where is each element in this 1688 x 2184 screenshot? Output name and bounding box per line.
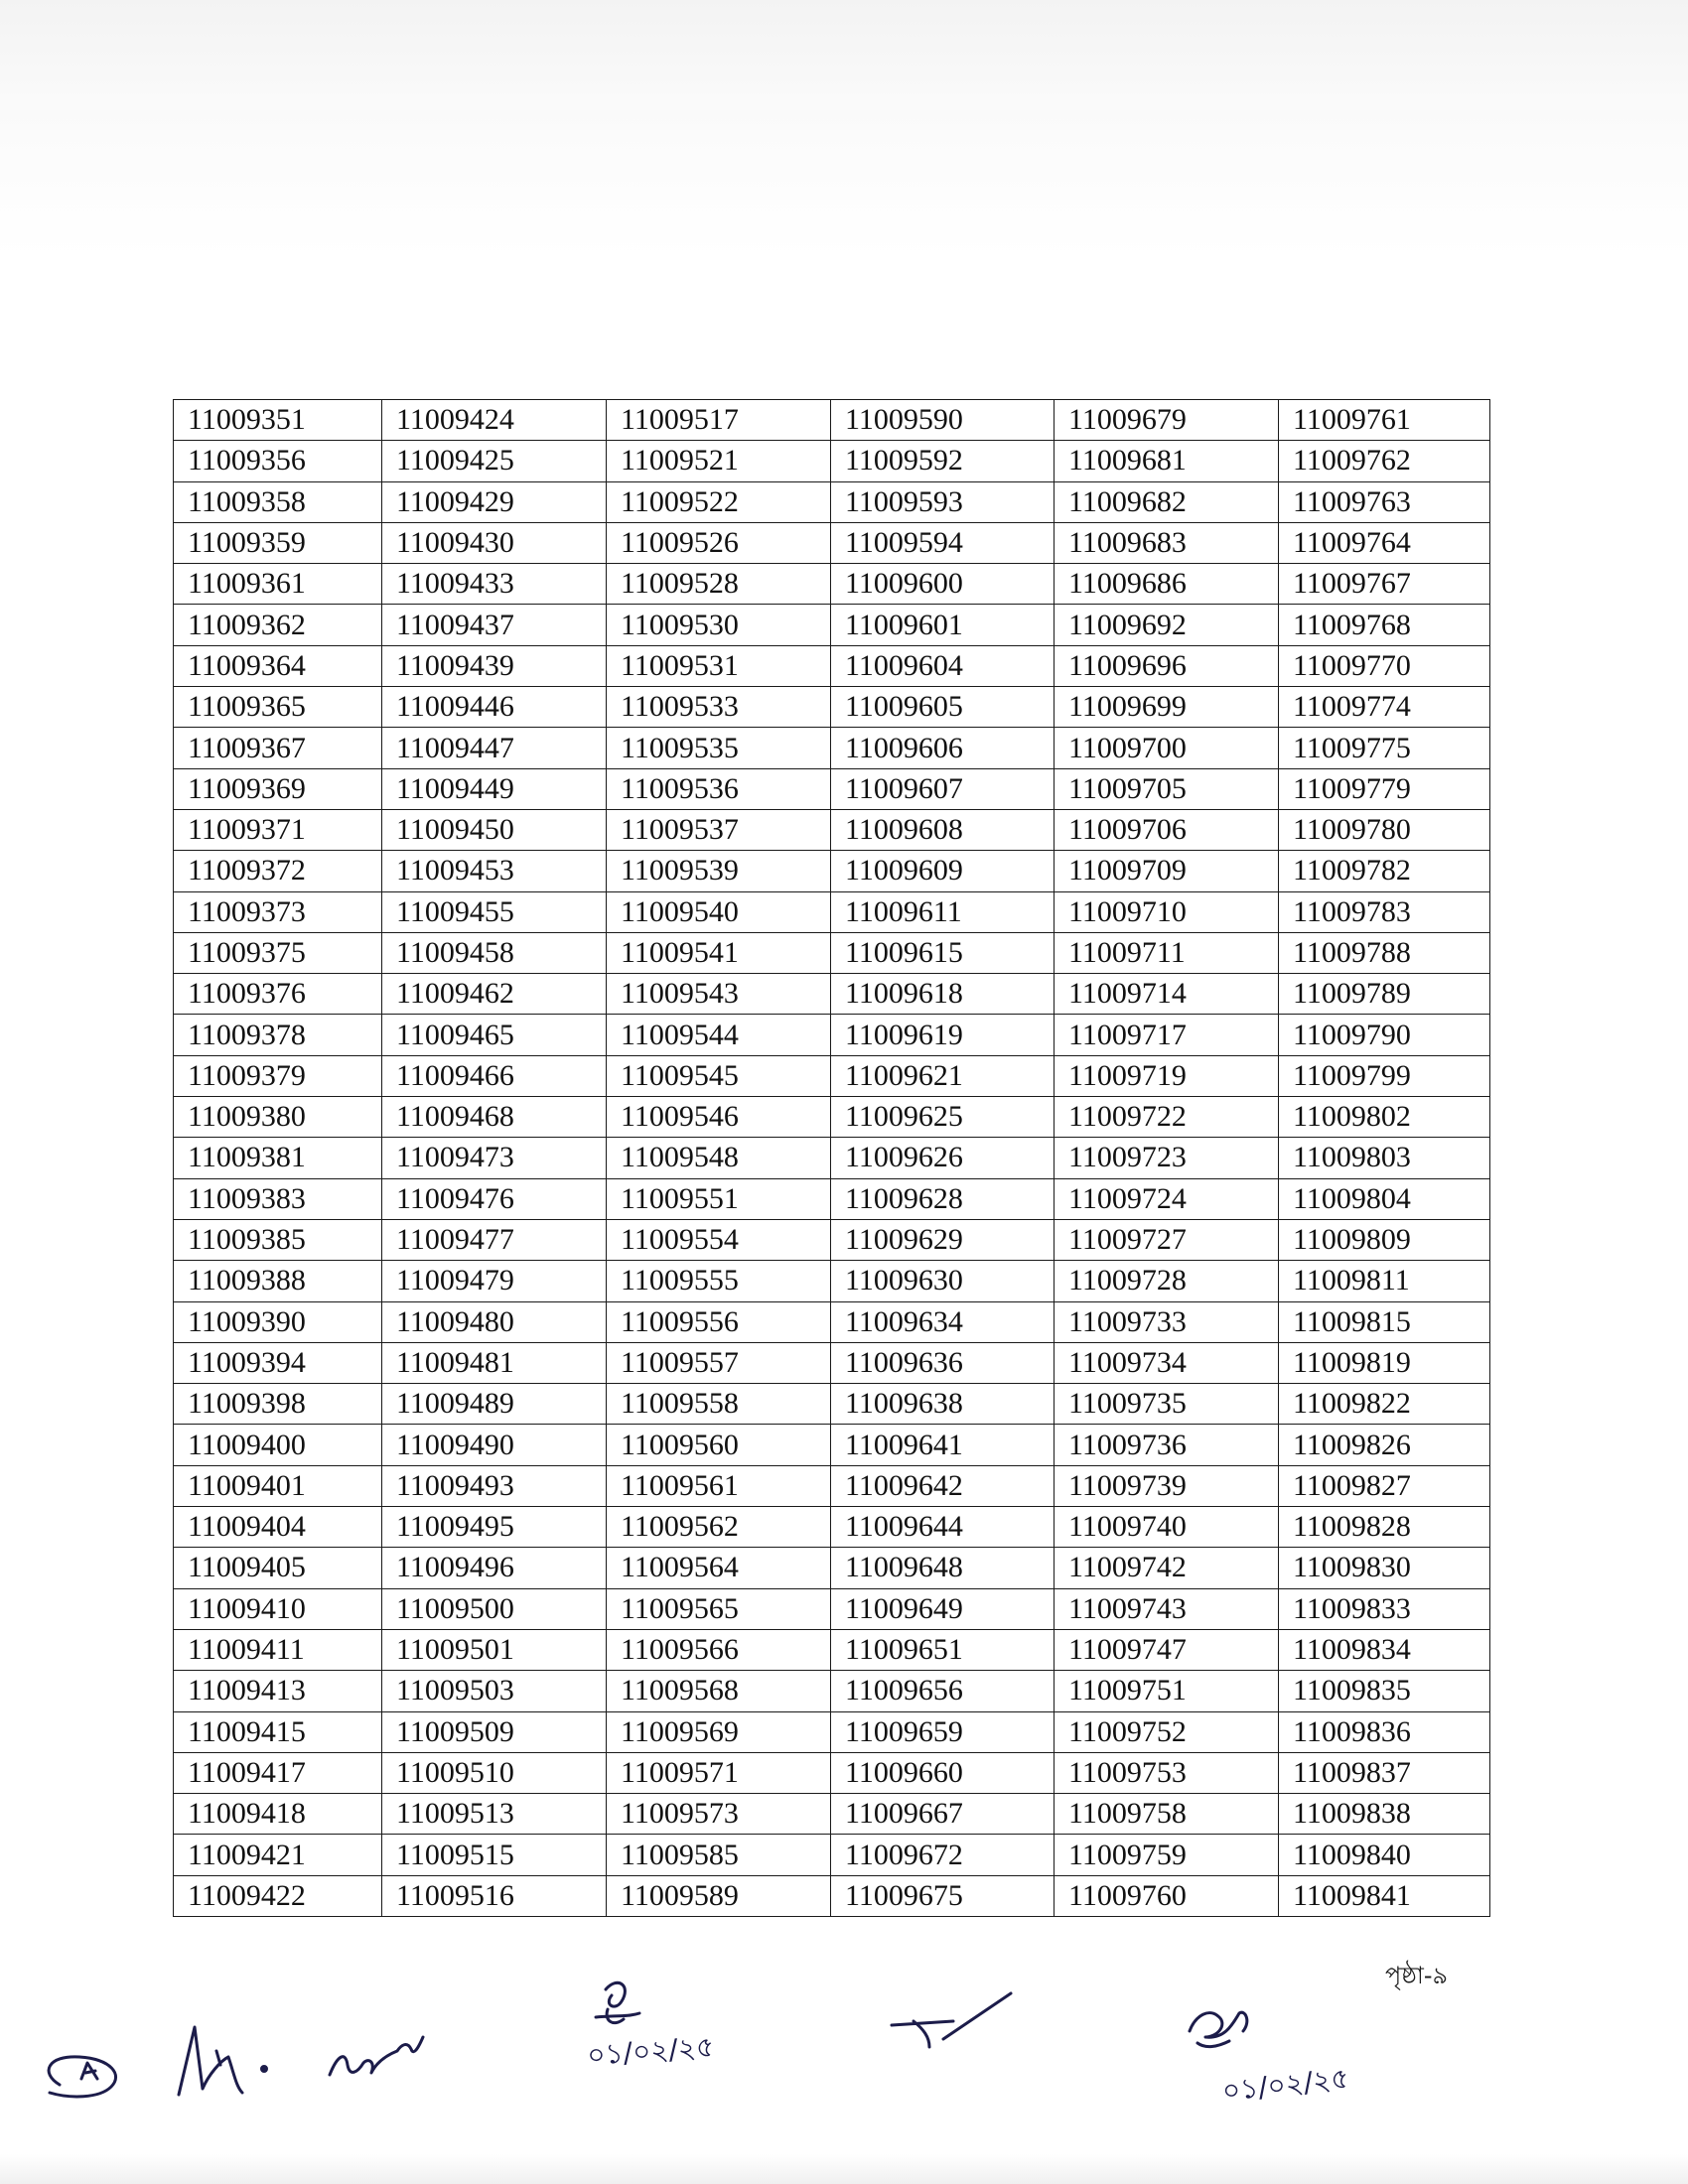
- roll-number-cell: 11009558: [607, 1384, 831, 1425]
- roll-number-cell: 11009644: [831, 1507, 1055, 1548]
- roll-number-cell: 11009779: [1279, 768, 1490, 809]
- roll-number-cell: 11009679: [1055, 400, 1279, 441]
- roll-number-cell: 11009742: [1055, 1548, 1279, 1588]
- roll-number-cell: 11009415: [174, 1711, 382, 1752]
- roll-number-cell: 11009835: [1279, 1671, 1490, 1711]
- roll-number-cell: 11009413: [174, 1671, 382, 1711]
- roll-number-cell: 11009571: [607, 1752, 831, 1793]
- roll-number-cell: 11009537: [607, 809, 831, 850]
- roll-number-cell: 11009358: [174, 481, 382, 522]
- roll-number-cell: 11009371: [174, 809, 382, 850]
- roll-number-cell: 11009561: [607, 1465, 831, 1506]
- roll-number-cell: 11009600: [831, 564, 1055, 605]
- roll-number-cell: 11009462: [382, 974, 607, 1015]
- roll-number-cell: 11009636: [831, 1342, 1055, 1383]
- signature-date-2: ০১/০২/২৫: [1220, 2061, 1351, 2108]
- roll-number-cell: 11009351: [174, 400, 382, 441]
- roll-number-cell: 11009836: [1279, 1711, 1490, 1752]
- roll-number-cell: 11009739: [1055, 1465, 1279, 1506]
- roll-number-cell: 11009544: [607, 1015, 831, 1055]
- roll-number-cell: 11009605: [831, 687, 1055, 728]
- roll-number-cell: 11009626: [831, 1138, 1055, 1178]
- roll-number-cell: 11009594: [831, 522, 1055, 563]
- roll-number-cell: 11009517: [607, 400, 831, 441]
- roll-number-cell: 11009764: [1279, 522, 1490, 563]
- table-row: [174, 687, 1490, 728]
- roll-number-cell: 11009809: [1279, 1219, 1490, 1260]
- table-row: [174, 1261, 1490, 1301]
- table-row: [174, 1055, 1490, 1096]
- roll-number-cell: 11009592: [831, 441, 1055, 481]
- table-row: [174, 1507, 1490, 1548]
- roll-number-cell: 11009521: [607, 441, 831, 481]
- roll-number-cell: 11009651: [831, 1629, 1055, 1670]
- table-row: [174, 1875, 1490, 1916]
- roll-number-cell: 11009422: [174, 1875, 382, 1916]
- roll-number-cell: 11009540: [607, 891, 831, 932]
- roll-number-cell: 11009682: [1055, 481, 1279, 522]
- roll-number-cell: 11009496: [382, 1548, 607, 1588]
- roll-number-cell: 11009359: [174, 522, 382, 563]
- roll-number-cell: 11009700: [1055, 728, 1279, 768]
- roll-number-cell: 11009490: [382, 1425, 607, 1465]
- roll-number-cell: 11009446: [382, 687, 607, 728]
- roll-number-cell: 11009573: [607, 1794, 831, 1835]
- roll-number-cell: 11009660: [831, 1752, 1055, 1793]
- roll-number-cell: 11009473: [382, 1138, 607, 1178]
- roll-number-cell: 11009515: [382, 1835, 607, 1875]
- roll-number-cell: 11009761: [1279, 400, 1490, 441]
- roll-number-cell: 11009479: [382, 1261, 607, 1301]
- roll-number-cell: 11009827: [1279, 1465, 1490, 1506]
- roll-number-cell: 11009356: [174, 441, 382, 481]
- roll-number-cell: 11009642: [831, 1465, 1055, 1506]
- roll-number-cell: 11009495: [382, 1507, 607, 1548]
- roll-number-cell: 11009727: [1055, 1219, 1279, 1260]
- roll-number-cell: 11009692: [1055, 605, 1279, 645]
- roll-number-cell: 11009503: [382, 1671, 607, 1711]
- roll-number-cell: 11009390: [174, 1301, 382, 1342]
- roll-number-cell: 11009837: [1279, 1752, 1490, 1793]
- roll-number-cell: 11009539: [607, 851, 831, 891]
- table-row: [174, 1342, 1490, 1383]
- roll-number-cell: 11009516: [382, 1875, 607, 1916]
- roll-number-cell: 11009759: [1055, 1835, 1279, 1875]
- roll-number-cell: 11009404: [174, 1507, 382, 1548]
- scan-shade-bottom: [0, 2154, 1688, 2184]
- roll-number-cell: 11009411: [174, 1629, 382, 1670]
- roll-number-cell: 11009659: [831, 1711, 1055, 1752]
- table-row: [174, 1548, 1490, 1588]
- roll-number-cell: 11009468: [382, 1097, 607, 1138]
- roll-number-cell: 11009649: [831, 1588, 1055, 1629]
- roll-number-cell: 11009762: [1279, 441, 1490, 481]
- roll-number-cell: 11009648: [831, 1548, 1055, 1588]
- roll-number-cell: 11009667: [831, 1794, 1055, 1835]
- roll-number-cell: 11009783: [1279, 891, 1490, 932]
- roll-number-cell: 11009421: [174, 1835, 382, 1875]
- roll-number-cell: 11009625: [831, 1097, 1055, 1138]
- roll-number-cell: 11009362: [174, 605, 382, 645]
- table-row: [174, 891, 1490, 932]
- roll-number-cell: 11009560: [607, 1425, 831, 1465]
- table-row: [174, 728, 1490, 768]
- roll-number-cell: 11009585: [607, 1835, 831, 1875]
- roll-number-cell: 11009611: [831, 891, 1055, 932]
- roll-number-cell: 11009740: [1055, 1507, 1279, 1548]
- roll-number-cell: 11009706: [1055, 809, 1279, 850]
- roll-number-cell: 11009752: [1055, 1711, 1279, 1752]
- table-row: [174, 1671, 1490, 1711]
- roll-number-cell: 11009477: [382, 1219, 607, 1260]
- roll-number-cell: 11009753: [1055, 1752, 1279, 1793]
- roll-number-cell: 11009830: [1279, 1548, 1490, 1588]
- roll-number-cell: 11009628: [831, 1178, 1055, 1219]
- roll-number-cell: 11009551: [607, 1178, 831, 1219]
- roll-number-cell: 11009530: [607, 605, 831, 645]
- table-row: [174, 1384, 1490, 1425]
- roll-number-cell: 11009510: [382, 1752, 607, 1793]
- table-row: [174, 932, 1490, 973]
- roll-number-cell: 11009728: [1055, 1261, 1279, 1301]
- table-row: [174, 605, 1490, 645]
- signature-6: [1190, 2012, 1247, 2046]
- roll-number-cell: 11009500: [382, 1588, 607, 1629]
- roll-number-cell: 11009828: [1279, 1507, 1490, 1548]
- roll-number-cell: 11009528: [607, 564, 831, 605]
- roll-number-cell: 11009815: [1279, 1301, 1490, 1342]
- roll-number-cell: 11009400: [174, 1425, 382, 1465]
- roll-number-cell: 11009768: [1279, 605, 1490, 645]
- table-row: [174, 1465, 1490, 1506]
- roll-number-cell: 11009618: [831, 974, 1055, 1015]
- roll-number-cell: 11009447: [382, 728, 607, 768]
- roll-number-cell: 11009819: [1279, 1342, 1490, 1383]
- roll-number-cell: 11009429: [382, 481, 607, 522]
- roll-number-cell: 11009681: [1055, 441, 1279, 481]
- roll-number-cell: 11009562: [607, 1507, 831, 1548]
- table-row: [174, 1711, 1490, 1752]
- roll-number-cell: 11009747: [1055, 1629, 1279, 1670]
- table-row: [174, 1835, 1490, 1875]
- roll-number-cell: 11009501: [382, 1629, 607, 1670]
- roll-number-cell: 11009790: [1279, 1015, 1490, 1055]
- roll-number-cell: 11009589: [607, 1875, 831, 1916]
- roll-number-cell: 11009841: [1279, 1875, 1490, 1916]
- roll-number-cell: 11009607: [831, 768, 1055, 809]
- roll-number-cell: 11009601: [831, 605, 1055, 645]
- roll-number-cell: 11009541: [607, 932, 831, 973]
- roll-number-cell: 11009717: [1055, 1015, 1279, 1055]
- roll-number-cell: 11009634: [831, 1301, 1055, 1342]
- roll-number-cell: 11009439: [382, 645, 607, 686]
- roll-number-table: [173, 399, 1490, 1917]
- signature-1: [49, 2057, 115, 2097]
- roll-number-cell: 11009641: [831, 1425, 1055, 1465]
- signature-date-1: ০১/০২/২৫: [586, 2030, 716, 2072]
- signature-2: [179, 2027, 267, 2095]
- roll-number-cell: 11009556: [607, 1301, 831, 1342]
- roll-number-cell: 11009417: [174, 1752, 382, 1793]
- table-row: [174, 1425, 1490, 1465]
- roll-number-cell: 11009554: [607, 1219, 831, 1260]
- roll-number-cell: 11009564: [607, 1548, 831, 1588]
- table-row: [174, 1794, 1490, 1835]
- roll-number-cell: 11009675: [831, 1875, 1055, 1916]
- page-number: পৃষ্ঠা-৯: [1385, 1962, 1449, 1989]
- roll-number-cell: 11009838: [1279, 1794, 1490, 1835]
- roll-number-cell: 11009767: [1279, 564, 1490, 605]
- roll-number-cell: 11009758: [1055, 1794, 1279, 1835]
- table-row: [174, 1015, 1490, 1055]
- roll-number-cell: 11009380: [174, 1097, 382, 1138]
- signature-area: [0, 1966, 1688, 2154]
- roll-number-cell: 11009723: [1055, 1138, 1279, 1178]
- roll-number-cell: 11009629: [831, 1219, 1055, 1260]
- roll-number-cell: 11009543: [607, 974, 831, 1015]
- roll-number-cell: 11009546: [607, 1097, 831, 1138]
- roll-number-cell: 11009780: [1279, 809, 1490, 850]
- roll-number-cell: 11009364: [174, 645, 382, 686]
- roll-number-cell: 11009372: [174, 851, 382, 891]
- roll-number-cell: 11009760: [1055, 1875, 1279, 1916]
- roll-number-cell: 11009788: [1279, 932, 1490, 973]
- roll-number-cell: 11009369: [174, 768, 382, 809]
- roll-number-cell: 11009615: [831, 932, 1055, 973]
- table-row: [174, 768, 1490, 809]
- roll-number-cell: 11009593: [831, 481, 1055, 522]
- roll-number-cell: 11009383: [174, 1178, 382, 1219]
- roll-number-cell: 11009751: [1055, 1671, 1279, 1711]
- roll-number-cell: 11009833: [1279, 1588, 1490, 1629]
- roll-number-cell: 11009533: [607, 687, 831, 728]
- roll-number-cell: 11009536: [607, 768, 831, 809]
- roll-number-cell: 11009696: [1055, 645, 1279, 686]
- roll-number-cell: 11009770: [1279, 645, 1490, 686]
- roll-number-cell: 11009826: [1279, 1425, 1490, 1465]
- table-row: [174, 441, 1490, 481]
- table-row: [174, 522, 1490, 563]
- roll-number-cell: 11009621: [831, 1055, 1055, 1096]
- table-row: [174, 1629, 1490, 1670]
- roll-number-cell: 11009804: [1279, 1178, 1490, 1219]
- roll-number-cell: 11009638: [831, 1384, 1055, 1425]
- roll-number-cell: 11009604: [831, 645, 1055, 686]
- roll-number-cell: 11009425: [382, 441, 607, 481]
- table-row: [174, 1097, 1490, 1138]
- roll-number-cell: 11009734: [1055, 1342, 1279, 1383]
- roll-number-cell: 11009672: [831, 1835, 1055, 1875]
- roll-number-cell: 11009802: [1279, 1097, 1490, 1138]
- signature-3: [330, 2037, 423, 2075]
- table-row: [174, 645, 1490, 686]
- roll-number-cell: 11009367: [174, 728, 382, 768]
- roll-number-cell: 11009719: [1055, 1055, 1279, 1096]
- roll-number-cell: 11009433: [382, 564, 607, 605]
- roll-number-cell: 11009566: [607, 1629, 831, 1670]
- roll-number-cell: 11009811: [1279, 1261, 1490, 1301]
- roll-number-cell: 11009376: [174, 974, 382, 1015]
- table-row: [174, 400, 1490, 441]
- table-row: [174, 809, 1490, 850]
- roll-number-cell: 11009375: [174, 932, 382, 973]
- roll-number-cell: 11009545: [607, 1055, 831, 1096]
- roll-number-cell: 11009656: [831, 1671, 1055, 1711]
- roll-number-cell: 11009609: [831, 851, 1055, 891]
- roll-number-cell: 11009401: [174, 1465, 382, 1506]
- table-row: [174, 1138, 1490, 1178]
- roll-number-cell: 11009763: [1279, 481, 1490, 522]
- table-row: [174, 1219, 1490, 1260]
- roll-number-cell: 11009513: [382, 1794, 607, 1835]
- roll-number-cell: 11009455: [382, 891, 607, 932]
- roll-number-cell: 11009535: [607, 728, 831, 768]
- table-row: [174, 481, 1490, 522]
- roll-number-cell: 11009437: [382, 605, 607, 645]
- roll-number-cell: 11009466: [382, 1055, 607, 1096]
- roll-number-cell: 11009450: [382, 809, 607, 850]
- roll-number-cell: 11009548: [607, 1138, 831, 1178]
- table-row: [174, 851, 1490, 891]
- roll-number-cell: 11009361: [174, 564, 382, 605]
- roll-number-cell: 11009733: [1055, 1301, 1279, 1342]
- roll-number-cell: 11009385: [174, 1219, 382, 1260]
- table-row: [174, 564, 1490, 605]
- roll-number-cell: 11009608: [831, 809, 1055, 850]
- roll-number-cell: 11009714: [1055, 974, 1279, 1015]
- roll-number-cell: 11009711: [1055, 932, 1279, 973]
- roll-number-cell: 11009699: [1055, 687, 1279, 728]
- table-row: [174, 1178, 1490, 1219]
- roll-number-cell: 11009424: [382, 400, 607, 441]
- roll-number-cell: 11009373: [174, 891, 382, 932]
- signature-4: [596, 1982, 639, 2022]
- roll-number-cell: 11009388: [174, 1261, 382, 1301]
- table-row: [174, 1752, 1490, 1793]
- roll-number-cell: 11009789: [1279, 974, 1490, 1015]
- roll-number-cell: 11009557: [607, 1342, 831, 1383]
- roll-number-cell: 11009709: [1055, 851, 1279, 891]
- roll-number-cell: 11009619: [831, 1015, 1055, 1055]
- roll-number-cell: 11009565: [607, 1588, 831, 1629]
- roll-number-cell: 11009458: [382, 932, 607, 973]
- signature-5: [892, 1993, 1011, 2047]
- roll-number-cell: 11009840: [1279, 1835, 1490, 1875]
- roll-number-cell: 11009683: [1055, 522, 1279, 563]
- roll-number-cell: 11009775: [1279, 728, 1490, 768]
- roll-number-cell: 11009418: [174, 1794, 382, 1835]
- roll-number-cell: 11009799: [1279, 1055, 1490, 1096]
- scan-shade-top: [0, 0, 1688, 258]
- roll-number-cell: 11009782: [1279, 851, 1490, 891]
- roll-number-cell: 11009379: [174, 1055, 382, 1096]
- roll-number-cell: 11009526: [607, 522, 831, 563]
- roll-number-cell: 11009476: [382, 1178, 607, 1219]
- table-row: [174, 974, 1490, 1015]
- roll-number-cell: 11009722: [1055, 1097, 1279, 1138]
- roll-number-cell: 11009705: [1055, 768, 1279, 809]
- roll-number-cell: 11009736: [1055, 1425, 1279, 1465]
- roll-number-cell: 11009710: [1055, 891, 1279, 932]
- roll-number-cell: 11009378: [174, 1015, 382, 1055]
- roll-number-cell: 11009724: [1055, 1178, 1279, 1219]
- roll-number-cell: 11009394: [174, 1342, 382, 1383]
- roll-number-cell: 11009743: [1055, 1588, 1279, 1629]
- roll-number-cell: 11009568: [607, 1671, 831, 1711]
- roll-number-table-body: [174, 400, 1490, 1917]
- roll-number-cell: 11009449: [382, 768, 607, 809]
- roll-number-cell: 11009735: [1055, 1384, 1279, 1425]
- roll-number-cell: 11009822: [1279, 1384, 1490, 1425]
- roll-number-cell: 11009686: [1055, 564, 1279, 605]
- roll-number-cell: 11009630: [831, 1261, 1055, 1301]
- roll-number-cell: 11009803: [1279, 1138, 1490, 1178]
- roll-number-cell: 11009381: [174, 1138, 382, 1178]
- roll-number-cell: 11009834: [1279, 1629, 1490, 1670]
- roll-number-cell: 11009398: [174, 1384, 382, 1425]
- roll-number-cell: 11009555: [607, 1261, 831, 1301]
- roll-number-cell: 11009590: [831, 400, 1055, 441]
- roll-number-cell: 11009453: [382, 851, 607, 891]
- roll-number-cell: 11009531: [607, 645, 831, 686]
- roll-number-cell: 11009365: [174, 687, 382, 728]
- roll-number-cell: 11009569: [607, 1711, 831, 1752]
- roll-number-cell: 11009522: [607, 481, 831, 522]
- roll-number-cell: 11009481: [382, 1342, 607, 1383]
- roll-number-cell: 11009465: [382, 1015, 607, 1055]
- roll-number-cell: 11009493: [382, 1465, 607, 1506]
- roll-number-cell: 11009509: [382, 1711, 607, 1752]
- roll-number-cell: 11009606: [831, 728, 1055, 768]
- roll-number-cell: 11009410: [174, 1588, 382, 1629]
- roll-number-cell: 11009480: [382, 1301, 607, 1342]
- table-row: [174, 1588, 1490, 1629]
- table-row: [174, 1301, 1490, 1342]
- roll-number-cell: 11009430: [382, 522, 607, 563]
- roll-number-cell: 11009489: [382, 1384, 607, 1425]
- roll-number-cell: 11009405: [174, 1548, 382, 1588]
- roll-number-cell: 11009774: [1279, 687, 1490, 728]
